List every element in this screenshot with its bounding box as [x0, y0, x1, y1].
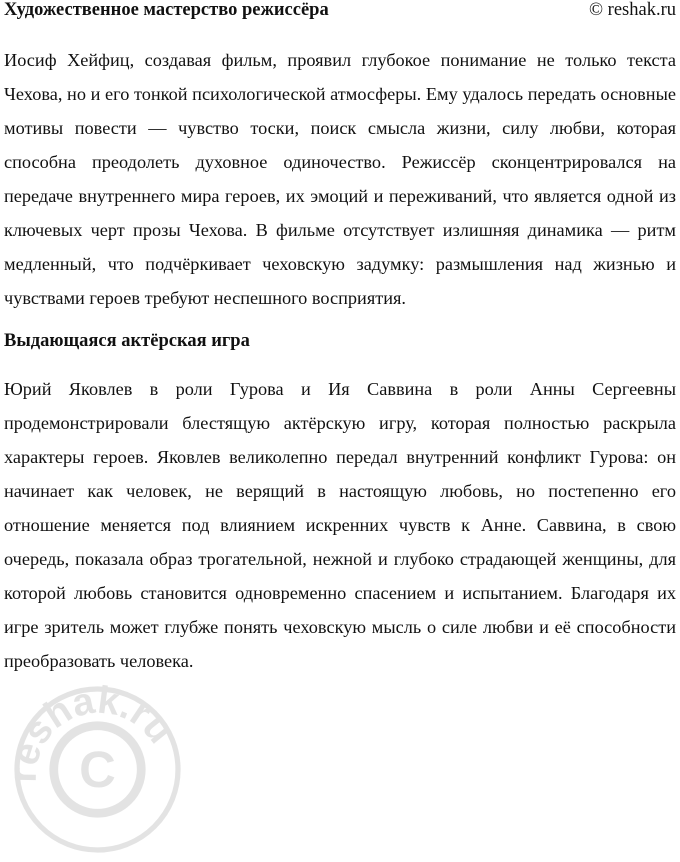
- section-heading-director: Художественное мастерство режиссёра: [4, 0, 329, 20]
- page-header: [4, 0, 676, 28]
- svg-text:C: C: [79, 741, 116, 798]
- section-heading-acting: Выдающаяся актёрская игра: [4, 331, 250, 351]
- reshak-watermark-logo: [10, 682, 185, 857]
- svg-text:reshak.ru: shak.ru: [14, 682, 182, 753]
- document-page: [4, 0, 676, 678]
- paragraph-director: Иосиф Хейфиц, создавая фильм, проявил глубокое понимание не только текста Чехова, но и его тонкой психологической атмосферы. Ему удалось передать основные мотивы повести — чувство тоски, поиск смысла жизни, силу любви, которая способна преодолеть духовное одиночество. Режиссёр сконцентрировался на передаче внутреннего мира героев, их эмоций и переживаний, что является одной из ключевых черт прозы Чехова. В фильме отсутствует излишняя динамика — ритм медленный, что подчёркивает чеховскую задумку: размышления над жизнью и чувствами героев требуют неспешного восприятия.: [4, 50, 676, 308]
- source-credit: © reshak.ru: [589, 0, 676, 20]
- watermark-seal-icon: [10, 682, 185, 857]
- paragraph-acting: Юрий Яковлев в роли Гурова и Ия Саввина в роли Анны Сергеевны продемонстрировали блестящую актёрскую игру, которая полностью раскрыла характеры героев. Яковлев великолепно передал внутренний конфликт Гурова: он начинает как человек, не верящий в настоящую любовь, но постепенно его отношение меняется под влиянием искренних чувств к Анне. Саввина, в свою очередь, показала образ трогательной, нежной и глубоко страдающей женщины, для которой любовь становится одновременно спасением и испытанием. Благодаря их игре зритель может глубже понять чеховскую мысль о силе любви и её способности преобразовать человека.: [4, 379, 676, 671]
